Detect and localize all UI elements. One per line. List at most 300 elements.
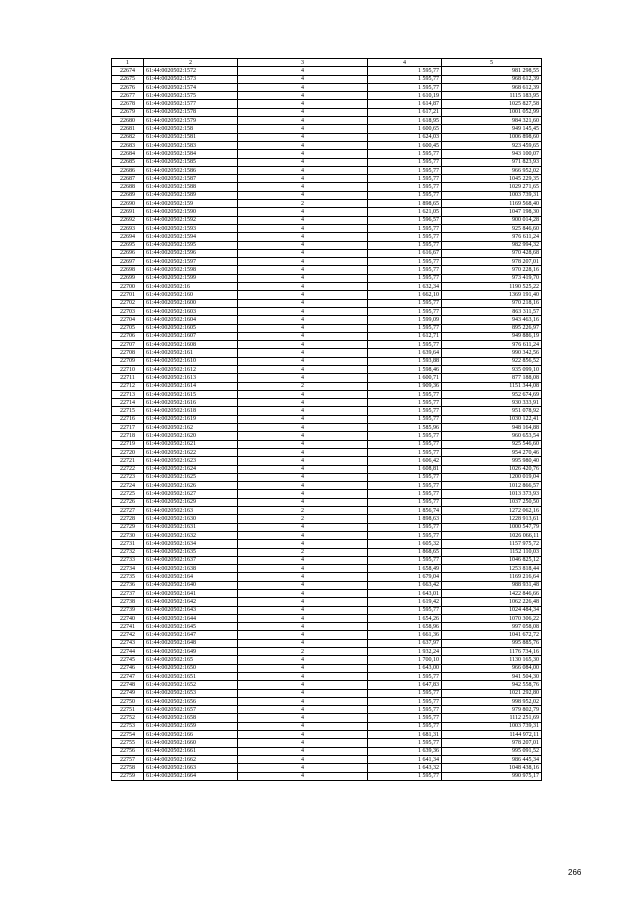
type-code-cell: 4 (238, 349, 368, 357)
cadastral-number-cell: 61:44:0020502:1663 (144, 764, 238, 772)
specific-value-cell: 1 679,04 (368, 573, 442, 581)
cadastral-value-cell: 922 856,52 (442, 357, 542, 365)
cadastral-number-cell: 61:44:0020502:1618 (144, 407, 238, 415)
cadastral-number-cell: 61:44:0020502:1626 (144, 482, 238, 490)
cadastral-number-cell: 61:44:0020502:1584 (144, 150, 238, 158)
type-code-cell: 4 (238, 432, 368, 440)
row-index-cell: 22747 (112, 672, 144, 680)
type-code-cell: 4 (238, 531, 368, 539)
specific-value-cell: 1 600,45 (368, 141, 442, 149)
specific-value-cell: 1 632,34 (368, 283, 442, 291)
cadastral-number-cell: 61:44:0020502:166 (144, 731, 238, 739)
cadastral-number-cell: 61:44:0020502:1645 (144, 623, 238, 631)
cadastral-number-cell: 61:44:0020502:1608 (144, 341, 238, 349)
table-row (112, 67, 542, 75)
type-code-cell: 4 (238, 316, 368, 324)
table-row (112, 191, 542, 199)
row-index-cell: 22734 (112, 565, 144, 573)
type-code-cell: 2 (238, 648, 368, 656)
cadastral-number-cell: 61:44:0020502:1632 (144, 531, 238, 539)
row-index-cell: 22744 (112, 648, 144, 656)
cadastral-number-cell: 61:44:0020502:1647 (144, 631, 238, 639)
table-row (112, 490, 542, 498)
table-row (112, 415, 542, 423)
table-row (112, 390, 542, 398)
type-code-cell: 4 (238, 689, 368, 697)
cadastral-value-cell: 981 298,55 (442, 67, 542, 75)
table-row (112, 224, 542, 232)
cadastral-value-cell: 1001 052,99 (442, 108, 542, 116)
cadastral-value-cell: 995 091,52 (442, 747, 542, 755)
table-row (112, 341, 542, 349)
type-code-cell: 2 (238, 515, 368, 523)
row-index-cell: 22703 (112, 307, 144, 315)
row-index-cell: 22732 (112, 548, 144, 556)
table-row (112, 424, 542, 432)
cadastral-value-cell: 952 674,69 (442, 390, 542, 398)
table-row (112, 316, 542, 324)
table-row (112, 117, 542, 125)
cadastral-number-cell: 61:44:0020502:161 (144, 349, 238, 357)
cadastral-value-cell: 1026 066,11 (442, 531, 542, 539)
type-code-cell: 4 (238, 590, 368, 598)
cadastral-value-cell: 954 270,46 (442, 448, 542, 456)
cadastral-value-cell: 943 463,16 (442, 316, 542, 324)
row-index-cell: 22688 (112, 183, 144, 191)
type-code-cell: 2 (238, 548, 368, 556)
cadastral-value-cell: 1037 250,50 (442, 498, 542, 506)
row-index-cell: 22754 (112, 731, 144, 739)
cadastral-value-cell: 1013 373,93 (442, 490, 542, 498)
row-index-cell: 22742 (112, 631, 144, 639)
table-row (112, 498, 542, 506)
cadastral-value-cell: 941 504,30 (442, 672, 542, 680)
type-code-cell: 4 (238, 523, 368, 531)
type-code-cell: 2 (238, 507, 368, 515)
type-code-cell: 4 (238, 67, 368, 75)
table-row (112, 440, 542, 448)
type-code-cell: 4 (238, 623, 368, 631)
table-row (112, 473, 542, 481)
cadastral-value-cell: 1200 019,04 (442, 473, 542, 481)
type-code-cell: 4 (238, 141, 368, 149)
row-index-cell: 22676 (112, 83, 144, 91)
row-index-cell: 22751 (112, 706, 144, 714)
cadastral-number-cell: 61:44:0020502:1579 (144, 117, 238, 125)
type-code-cell: 4 (238, 739, 368, 747)
table-row (112, 714, 542, 722)
cadastral-value-cell: 986 445,34 (442, 755, 542, 763)
table-row (112, 515, 542, 523)
row-index-cell: 22728 (112, 515, 144, 523)
table-row (112, 299, 542, 307)
cadastral-value-cell: 1000 547,79 (442, 523, 542, 531)
specific-value-cell: 1 595,77 (368, 390, 442, 398)
specific-value-cell: 1 610,19 (368, 92, 442, 100)
cadastral-value-cell: 978 207,01 (442, 258, 542, 266)
row-index-cell: 22699 (112, 274, 144, 282)
cadastral-value-cell: 998 952,02 (442, 697, 542, 705)
table-row (112, 249, 542, 257)
specific-value-cell: 1 643,01 (368, 590, 442, 598)
table-row (112, 548, 542, 556)
row-index-cell: 22706 (112, 332, 144, 340)
cadastral-number-cell: 61:44:0020502:1621 (144, 440, 238, 448)
type-code-cell: 4 (238, 390, 368, 398)
row-index-cell: 22738 (112, 598, 144, 606)
table-row (112, 125, 542, 133)
row-index-cell: 22726 (112, 498, 144, 506)
cadastral-number-cell: 61:44:0020502:1594 (144, 233, 238, 241)
cadastral-value-cell: 1062 226,48 (442, 598, 542, 606)
specific-value-cell: 1 595,77 (368, 523, 442, 531)
type-code-cell: 4 (238, 108, 368, 116)
row-index-cell: 22679 (112, 108, 144, 116)
cadastral-value-cell: 1003 739,31 (442, 191, 542, 199)
row-index-cell: 22692 (112, 216, 144, 224)
type-code-cell: 4 (238, 714, 368, 722)
cadastral-value-cell: 1003 739,31 (442, 722, 542, 730)
cadastral-value-cell: 925 846,60 (442, 224, 542, 232)
cadastral-number-cell: 61:44:0020502:1598 (144, 266, 238, 274)
type-code-cell: 4 (238, 175, 368, 183)
specific-value-cell: 1 595,77 (368, 490, 442, 498)
row-index-cell: 22681 (112, 125, 144, 133)
page-number: 266 (568, 868, 582, 877)
cadastral-number-cell: 61:44:0020502:1658 (144, 714, 238, 722)
cadastral-number-cell: 61:44:0020502:1651 (144, 672, 238, 680)
cadastral-number-cell: 61:44:0020502:1661 (144, 747, 238, 755)
type-code-cell: 4 (238, 374, 368, 382)
table-row (112, 200, 542, 208)
cadastral-number-cell: 61:44:0020502:1581 (144, 133, 238, 141)
cadastral-number-cell: 61:44:0020502:160 (144, 291, 238, 299)
cadastral-value-cell: 970 218,16 (442, 299, 542, 307)
row-index-cell: 22740 (112, 614, 144, 622)
row-index-cell: 22693 (112, 224, 144, 232)
type-code-cell: 4 (238, 291, 368, 299)
specific-value-cell: 1 647,83 (368, 681, 442, 689)
cadastral-number-cell: 61:44:0020502:1643 (144, 606, 238, 614)
specific-value-cell: 1 662,10 (368, 291, 442, 299)
cadastral-value-cell: 1006 898,60 (442, 133, 542, 141)
cadastral-number-cell: 61:44:0020502:1599 (144, 274, 238, 282)
cadastral-value-cell: 982 994,32 (442, 241, 542, 249)
cadastral-number-cell: 61:44:0020502:1603 (144, 307, 238, 315)
table-row (112, 755, 542, 763)
cadastral-value-cell: 1115 183,95 (442, 92, 542, 100)
row-index-cell: 22714 (112, 399, 144, 407)
type-code-cell: 4 (238, 664, 368, 672)
cadastral-value-cell: 966 952,02 (442, 166, 542, 174)
cadastral-value-cell: 925 546,60 (442, 440, 542, 448)
specific-value-cell: 1 868,65 (368, 548, 442, 556)
specific-value-cell: 1 595,77 (368, 191, 442, 199)
cadastral-number-cell: 61:44:0020502:1572 (144, 67, 238, 75)
row-index-cell: 22697 (112, 258, 144, 266)
row-index-cell: 22674 (112, 67, 144, 75)
type-code-cell: 4 (238, 656, 368, 664)
cadastral-number-cell: 61:44:0020502:1640 (144, 581, 238, 589)
specific-value-cell: 1 637,97 (368, 639, 442, 647)
type-code-cell: 4 (238, 216, 368, 224)
type-code-cell: 4 (238, 283, 368, 291)
cadastral-number-cell: 61:44:0020502:1662 (144, 755, 238, 763)
row-index-cell: 22716 (112, 415, 144, 423)
specific-value-cell: 1 617,21 (368, 108, 442, 116)
table-row (112, 166, 542, 174)
cadastral-value-cell: 970 228,16 (442, 266, 542, 274)
row-index-cell: 22696 (112, 249, 144, 257)
type-code-cell: 4 (238, 150, 368, 158)
table-row (112, 241, 542, 249)
table-row (112, 672, 542, 680)
cadastral-number-cell: 61:44:0020502:1607 (144, 332, 238, 340)
specific-value-cell: 1 595,77 (368, 689, 442, 697)
type-code-cell: 4 (238, 448, 368, 456)
type-code-cell: 4 (238, 672, 368, 680)
cadastral-value-cell: 1041 672,72 (442, 631, 542, 639)
type-code-cell: 4 (238, 498, 368, 506)
table-row (112, 291, 542, 299)
row-index-cell: 22677 (112, 92, 144, 100)
type-code-cell: 4 (238, 457, 368, 465)
table-row (112, 639, 542, 647)
type-code-cell: 4 (238, 424, 368, 432)
cadastral-value-cell: 960 653,54 (442, 432, 542, 440)
type-code-cell: 4 (238, 233, 368, 241)
specific-value-cell: 1 595,77 (368, 175, 442, 183)
type-code-cell: 4 (238, 357, 368, 365)
type-code-cell: 4 (238, 631, 368, 639)
cadastral-number-cell: 61:44:0020502:1577 (144, 100, 238, 108)
cadastral-value-cell: 1046 825,12 (442, 556, 542, 564)
type-code-cell: 4 (238, 731, 368, 739)
cadastral-number-cell: 61:44:0020502:164 (144, 573, 238, 581)
column-header: 2 (144, 59, 238, 67)
cadastral-number-cell: 61:44:0020502:1604 (144, 316, 238, 324)
row-index-cell: 22694 (112, 233, 144, 241)
specific-value-cell: 1 643,32 (368, 764, 442, 772)
specific-value-cell: 1 898,65 (368, 200, 442, 208)
cadastral-number-cell: 61:44:0020502:158 (144, 125, 238, 133)
cadastral-number-cell: 61:44:0020502:1657 (144, 706, 238, 714)
specific-value-cell: 1 606,42 (368, 457, 442, 465)
row-index-cell: 22757 (112, 755, 144, 763)
table-row (112, 482, 542, 490)
type-code-cell: 4 (238, 465, 368, 473)
cadastral-number-cell: 61:44:0020502:1614 (144, 382, 238, 390)
column-header: 3 (238, 59, 368, 67)
type-code-cell: 4 (238, 606, 368, 614)
row-index-cell: 22704 (112, 316, 144, 324)
cadastral-number-cell: 61:44:0020502:163 (144, 507, 238, 515)
row-index-cell: 22735 (112, 573, 144, 581)
cadastral-value-cell: 970 428,68 (442, 249, 542, 257)
cadastral-value-cell: 863 311,57 (442, 307, 542, 315)
type-code-cell: 4 (238, 166, 368, 174)
table-row (112, 407, 542, 415)
cadastral-number-cell: 61:44:0020502:1637 (144, 556, 238, 564)
type-code-cell: 4 (238, 324, 368, 332)
row-index-cell: 22708 (112, 349, 144, 357)
cadastral-value-cell: 990 975,17 (442, 772, 542, 780)
cadastral-number-cell: 61:44:0020502:16 (144, 283, 238, 291)
row-index-cell: 22758 (112, 764, 144, 772)
specific-value-cell: 1 595,77 (368, 697, 442, 705)
cadastral-number-cell: 61:44:0020502:1660 (144, 739, 238, 747)
row-index-cell: 22756 (112, 747, 144, 755)
type-code-cell: 4 (238, 75, 368, 83)
type-code-cell: 4 (238, 83, 368, 91)
cadastral-number-cell: 61:44:0020502:1586 (144, 166, 238, 174)
cadastral-value-cell: 1130 165,30 (442, 656, 542, 664)
cadastral-value-cell: 1422 846,66 (442, 590, 542, 598)
cadastral-value-cell: 966 084,00 (442, 664, 542, 672)
type-code-cell: 4 (238, 573, 368, 581)
specific-value-cell: 1 595,77 (368, 183, 442, 191)
cadastral-value-cell: 995 885,76 (442, 639, 542, 647)
cadastral-number-cell: 61:44:0020502:1627 (144, 490, 238, 498)
table-row (112, 648, 542, 656)
specific-value-cell: 1 654,26 (368, 614, 442, 622)
type-code-cell: 4 (238, 490, 368, 498)
table-row (112, 623, 542, 631)
cadastral-value-cell: 1070 306,22 (442, 614, 542, 622)
cadastral-number-cell: 61:44:0020502:1638 (144, 565, 238, 573)
table-row (112, 83, 542, 91)
cadastral-number-cell: 61:44:0020502:1631 (144, 523, 238, 531)
type-code-cell: 4 (238, 681, 368, 689)
cadastral-value-cell: 949 886,19 (442, 332, 542, 340)
table-row (112, 565, 542, 573)
cadastral-number-cell: 61:44:0020502:1592 (144, 216, 238, 224)
cadastral-number-cell: 61:44:0020502:1625 (144, 473, 238, 481)
table-body (112, 67, 542, 781)
row-index-cell: 22759 (112, 772, 144, 780)
table-row (112, 233, 542, 241)
cadastral-value-cell: 1272 062,16 (442, 507, 542, 515)
type-code-cell: 4 (238, 191, 368, 199)
table-row (112, 581, 542, 589)
cadastral-number-cell: 61:44:0020502:1613 (144, 374, 238, 382)
table-row (112, 141, 542, 149)
row-index-cell: 22736 (112, 581, 144, 589)
row-index-cell: 22739 (112, 606, 144, 614)
table-row (112, 365, 542, 373)
table-row (112, 274, 542, 282)
type-code-cell: 4 (238, 722, 368, 730)
type-code-cell: 4 (238, 307, 368, 315)
row-index-cell: 22691 (112, 208, 144, 216)
cadastral-value-cell: 1021 292,80 (442, 689, 542, 697)
specific-value-cell: 1 643,00 (368, 664, 442, 672)
cadastral-number-cell: 61:44:0020502:1596 (144, 249, 238, 257)
type-code-cell: 4 (238, 565, 368, 573)
specific-value-cell: 1 595,77 (368, 324, 442, 332)
specific-value-cell: 1 595,77 (368, 224, 442, 232)
table-row (112, 399, 542, 407)
cadastral-value-cell: 1048 438,16 (442, 764, 542, 772)
cadastral-number-cell: 61:44:0020502:1653 (144, 689, 238, 697)
cadastral-value-cell: 1029 271,65 (442, 183, 542, 191)
specific-value-cell: 1 596,57 (368, 216, 442, 224)
row-index-cell: 22701 (112, 291, 144, 299)
specific-value-cell: 1 595,77 (368, 399, 442, 407)
cadastral-number-cell: 61:44:0020502:1642 (144, 598, 238, 606)
cadastral-number-cell: 61:44:0020502:1574 (144, 83, 238, 91)
table-row (112, 258, 542, 266)
cadastral-value-cell: 1152 110,03 (442, 548, 542, 556)
specific-value-cell: 1 605,32 (368, 540, 442, 548)
cadastral-value-cell: 935 099,10 (442, 365, 542, 373)
table-row (112, 747, 542, 755)
type-code-cell: 4 (238, 249, 368, 257)
table-row (112, 133, 542, 141)
cadastral-number-cell: 61:44:0020502:1615 (144, 390, 238, 398)
row-index-cell: 22680 (112, 117, 144, 125)
cadastral-number-cell: 61:44:0020502:1587 (144, 175, 238, 183)
row-index-cell: 22746 (112, 664, 144, 672)
row-index-cell: 22715 (112, 407, 144, 415)
type-code-cell: 4 (238, 125, 368, 133)
specific-value-cell: 1 595,77 (368, 341, 442, 349)
row-index-cell: 22707 (112, 341, 144, 349)
row-index-cell: 22687 (112, 175, 144, 183)
cadastral-number-cell: 61:44:0020502:1585 (144, 158, 238, 166)
row-index-cell: 22755 (112, 739, 144, 747)
specific-value-cell: 1 595,77 (368, 739, 442, 747)
table-row (112, 556, 542, 564)
cadastral-value-cell: 1190 525,22 (442, 283, 542, 291)
row-index-cell: 22695 (112, 241, 144, 249)
type-code-cell: 4 (238, 183, 368, 191)
cadastral-value-cell: 997 058,08 (442, 623, 542, 631)
specific-value-cell: 1 639,64 (368, 349, 442, 357)
type-code-cell: 4 (238, 341, 368, 349)
specific-value-cell: 1 612,71 (368, 332, 442, 340)
cadastral-value-cell: 948 164,88 (442, 424, 542, 432)
specific-value-cell: 1 595,77 (368, 150, 442, 158)
cadastral-number-cell: 61:44:0020502:1634 (144, 540, 238, 548)
type-code-cell: 4 (238, 224, 368, 232)
cadastral-value-cell: 1144 972,11 (442, 731, 542, 739)
cadastral-value-cell: 976 611,24 (442, 233, 542, 241)
cadastral-number-cell: 61:44:0020502:165 (144, 656, 238, 664)
row-index-cell: 22720 (112, 448, 144, 456)
specific-value-cell: 1 595,77 (368, 75, 442, 83)
type-code-cell: 4 (238, 399, 368, 407)
specific-value-cell: 1 932,24 (368, 648, 442, 656)
cadastral-number-cell: 61:44:0020502:1648 (144, 639, 238, 647)
specific-value-cell: 1 595,77 (368, 482, 442, 490)
cadastral-number-cell: 61:44:0020502:1623 (144, 457, 238, 465)
table-row (112, 158, 542, 166)
table-row (112, 100, 542, 108)
row-index-cell: 22689 (112, 191, 144, 199)
specific-value-cell: 1 595,77 (368, 83, 442, 91)
table-row (112, 590, 542, 598)
table-row (112, 266, 542, 274)
cadastral-value-cell: 895 226,97 (442, 324, 542, 332)
type-code-cell: 4 (238, 133, 368, 141)
specific-value-cell: 1 681,31 (368, 731, 442, 739)
specific-value-cell: 1 595,77 (368, 722, 442, 730)
specific-value-cell: 1 595,77 (368, 473, 442, 481)
type-code-cell: 4 (238, 764, 368, 772)
table-row (112, 507, 542, 515)
cadastral-value-cell: 943 100,07 (442, 150, 542, 158)
